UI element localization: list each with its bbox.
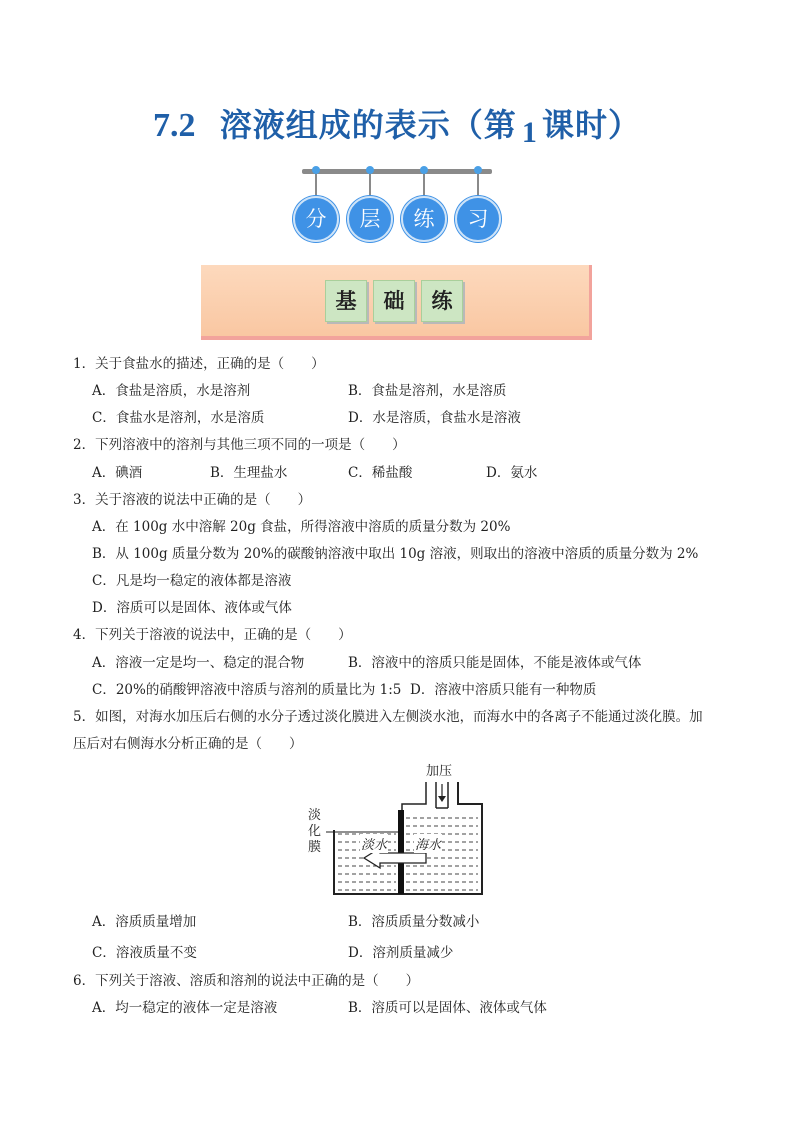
badge-circle: 层	[347, 196, 393, 242]
hanging-dot	[474, 166, 482, 174]
question-6-option-a: A．均一稳定的液体一定是溶液	[92, 1000, 278, 1016]
question-1-option-b: B．食盐是溶剂，水是溶质	[348, 383, 507, 399]
hanging-dot	[420, 166, 428, 174]
question-1-stem: 1．关于食盐水的描述，正确的是（ ）	[73, 356, 325, 372]
desalination-diagram	[308, 760, 488, 900]
hanging-dot	[366, 166, 374, 174]
question-3-option-b: B．从 100g 质量分数为 20%的碳酸钠溶液中取出 10g 溶液，则取出的溶液中溶质的质量分数为 2%	[92, 546, 699, 562]
question-2-option-c: C．稀盐酸	[348, 465, 413, 481]
hanging-bar	[302, 169, 492, 174]
question-2-option-d: D．氨水	[486, 465, 538, 481]
badge-circle: 分	[293, 196, 339, 242]
sea-water-label: 海水	[414, 834, 442, 853]
membrane-label	[308, 808, 321, 856]
membrane-label-char: 膜	[308, 840, 322, 855]
desalination-diagram-svg	[308, 760, 488, 900]
badge-circle: 练	[401, 196, 447, 242]
hanging-line	[423, 173, 425, 198]
question-5-option-b: B．溶质质量分数减小	[348, 914, 480, 930]
hanging-line	[315, 173, 317, 198]
question-4-option-b: B．溶液中的溶质只能是固体，不能是液体或气体	[348, 655, 642, 671]
membrane-label-char: 化	[308, 824, 322, 839]
title-number: 7.2	[153, 107, 196, 144]
question-5-option-a: A．溶质质量增加	[92, 914, 197, 930]
question-1-option-c: C．食盐水是溶剂，水是溶质	[92, 410, 265, 426]
badge-circle: 习	[455, 196, 501, 242]
title-main: 溶液组成的表示（第	[219, 106, 517, 144]
section-banner	[201, 265, 592, 340]
question-4-stem: 4．下列关于溶液的说法中，正确的是（ ）	[73, 627, 352, 643]
question-2-stem: 2．下列溶液中的溶剂与其他三项不同的一项是（ ）	[73, 437, 406, 453]
question-1-option-a: A．食盐是溶质，水是溶剂	[92, 383, 251, 399]
question-6-stem: 6．下列关于溶液、溶质和溶剂的说法中正确的是（ ）	[73, 973, 420, 989]
fresh-water-label: 淡水	[360, 834, 388, 853]
question-2-option-b: B．生理盐水	[210, 465, 288, 481]
title-suffix: 课时）	[541, 106, 641, 144]
page-title	[0, 100, 794, 149]
question-5-stem-line2: 压后对右侧海水分析正确的是（ ）	[73, 736, 303, 752]
question-3-option-a: A．在 100g 水中溶解 20g 食盐，所得溶液中溶质的质量分数为 20%	[92, 519, 511, 535]
question-5-stem-line1: 5．如图，对海水加压后右侧的水分子透过淡化膜进入左侧淡水池，而海水中的各离子不能通过淡化膜。加	[73, 709, 703, 725]
question-5-option-d: D．溶剂质量减少	[348, 945, 454, 961]
banner-tile: 础	[373, 280, 415, 322]
question-6-option-b: B．溶质可以是固体、液体或气体	[348, 1000, 547, 1016]
question-3-option-d: D．溶质可以是固体、液体或气体	[92, 600, 292, 616]
question-1-option-d: D．水是溶质，食盐水是溶液	[348, 410, 521, 426]
question-5-option-c: C．溶液质量不变	[92, 945, 197, 961]
title-lesson-number: 1	[521, 116, 537, 149]
question-4-option-d: D．溶液中溶质只能有一种物质	[410, 682, 597, 698]
question-2-option-a: A．碘酒	[92, 465, 143, 481]
hanging-line	[369, 173, 371, 198]
pressure-label: 加压	[426, 764, 453, 779]
banner-tile: 基	[325, 280, 367, 322]
question-4-option-a: A．溶液一定是均一、稳定的混合物	[92, 655, 305, 671]
hanging-dot	[312, 166, 320, 174]
hanging-line	[477, 173, 479, 198]
question-4-option-c: C．20%的硝酸钾溶液中溶质与溶剂的质量比为 1:5	[92, 682, 402, 698]
banner-tile: 练	[421, 280, 463, 322]
membrane-label-char: 淡	[308, 808, 322, 823]
question-3-option-c: C．凡是均一稳定的液体都是溶液	[92, 573, 292, 589]
question-3-stem: 3．关于溶液的说法中正确的是（ ）	[73, 492, 312, 508]
